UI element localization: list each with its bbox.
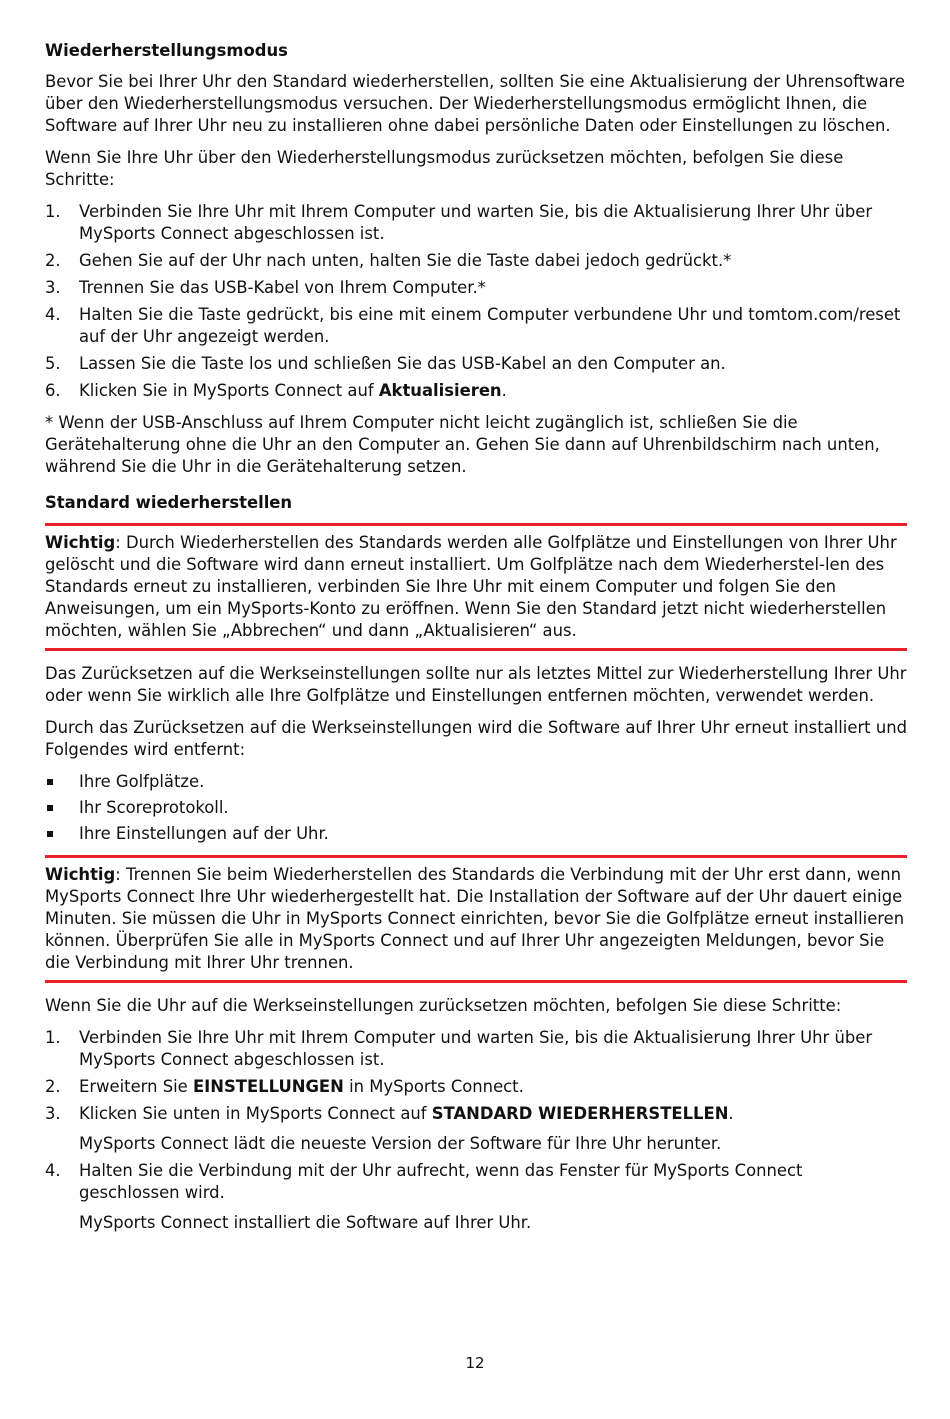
paragraph: Bevor Sie bei Ihrer Uhr den Standard wiederherstellen, sollten Sie eine Aktualisierung der Uhrensoftware über den Wiederherstellungsmodus versuchen. Der Wiederherstellungsmodus ermöglicht Ihnen, die Software auf Ihrer Uhr neu zu installieren ohne dabei persönliche Daten oder Einstellungen zu löschen. <box>45 72 905 135</box>
note-label: Wichtig <box>45 533 116 552</box>
list-item <box>45 201 907 245</box>
footnote: * Wenn der USB-Anschluss auf Ihrem Computer nicht leicht zugänglich ist, schließen Sie die Gerätehalterung ohne die Uhr an den Computer an. Gehen Sie dann auf Uhrenbildschirm nach unten, während Sie die Uhr in die Gerätehalterung setzen. <box>45 413 880 476</box>
step-text: Halten Sie die Taste gedrückt, bis eine mit einem Computer verbundene Uhr und tomtom.com/reset auf der Uhr angezeigt werden. <box>79 305 901 346</box>
step-number: 1. <box>45 1028 61 1047</box>
paragraph: Wenn Sie die Uhr auf die Werkseinstellungen zurücksetzen möchten, befolgen Sie diese Schritte: <box>45 996 842 1015</box>
step-number: 5. <box>45 354 61 373</box>
step-text: Lassen Sie die Taste los und schließen Sie das USB-Kabel an den Computer an. <box>79 354 726 373</box>
step-number: 4. <box>45 1161 61 1180</box>
list-item <box>45 277 907 299</box>
step-text: Verbinden Sie Ihre Uhr mit Ihrem Computer und warten Sie, bis die Aktualisierung Ihrer Uhr über MySports Connect abgeschlossen ist. <box>79 1028 873 1069</box>
list-item <box>45 1103 907 1155</box>
note-text <box>45 864 907 974</box>
step-bold-term: Aktualisieren <box>378 381 502 400</box>
step-number: 6. <box>45 381 61 400</box>
important-note <box>45 855 907 983</box>
paragraph: Durch das Zurücksetzen auf die Werkseinstellungen wird die Software auf Ihrer Uhr erneut installiert und Folgendes wird entfernt: <box>45 718 907 759</box>
step-number: 2. <box>45 1077 61 1096</box>
step-number: 3. <box>45 1104 61 1123</box>
bullet-text: Ihr Scoreprotokoll. <box>79 798 229 817</box>
list-item <box>45 353 907 375</box>
bullet-icon <box>47 779 53 785</box>
section-title-recovery-mode: Wiederherstellungsmodus <box>45 41 288 60</box>
step-text: Klicken Sie unten in MySports Connect auf <box>79 1104 432 1123</box>
bullet-icon <box>47 805 53 811</box>
list-item <box>45 250 907 272</box>
step-bold-term: STANDARD WIEDERHERSTELLEN <box>431 1104 729 1123</box>
list-item <box>45 1027 907 1071</box>
step-number: 3. <box>45 278 61 297</box>
step-number: 4. <box>45 305 61 324</box>
removed-items-list <box>45 771 907 845</box>
step-text: Verbinden Sie Ihre Uhr mit Ihrem Computer und warten Sie, bis die Aktualisierung Ihrer Uhr über MySports Connect abgeschlossen ist. <box>79 202 873 243</box>
list-item <box>45 380 907 402</box>
paragraph: Das Zurücksetzen auf die Werkseinstellungen sollte nur als letztes Mittel zur Wiederherstellung Ihrer Uhr oder wenn Sie wirklich alle Ihre Golfplätze und Einstellungen entfernen möchten, verwendet werden. <box>45 664 907 705</box>
bullet-icon <box>47 831 53 837</box>
step-text: in MySports Connect. <box>343 1077 524 1096</box>
step-text: Trennen Sie das USB-Kabel von Ihrem Computer.* <box>79 278 486 297</box>
note-body: : Trennen Sie beim Wiederherstellen des Standards die Verbindung mit der Uhr erst dann, wenn MySports Connect Ihre Uhr wiederhergestellt hat. Die Installation der Software auf der Uhr dauert einige Minuten. Sie müssen die Uhr in MySports Connect einrichten, bevor Sie die Golfplätze erneut installieren können. Überprüfen Sie alle in MySports Connect und auf Ihrer Uhr angezeigten Meldungen, bevor Sie die Verbindung mit Ihrer Uhr trennen. <box>45 865 905 972</box>
step-subtext: MySports Connect lädt die neueste Version der Software für Ihre Uhr herunter. <box>79 1134 722 1153</box>
step-text: . <box>728 1104 734 1123</box>
bullet-text: Ihre Einstellungen auf der Uhr. <box>79 824 329 843</box>
step-number: 1. <box>45 202 61 221</box>
step-text: Klicken Sie in MySports Connect auf <box>79 381 379 400</box>
step-text: Erweitern Sie <box>79 1077 193 1096</box>
list-item <box>45 1076 907 1098</box>
list-item <box>45 304 907 348</box>
section-title-factory-reset: Standard wiederherstellen <box>45 493 293 512</box>
list-item <box>45 771 907 793</box>
paragraph: Wenn Sie Ihre Uhr über den Wiederherstellungsmodus zurücksetzen möchten, befolgen Sie diese Schritte: <box>45 148 844 189</box>
step-text: Gehen Sie auf der Uhr nach unten, halten Sie die Taste dabei jedoch gedrückt.* <box>79 251 732 270</box>
step-subtext: MySports Connect installiert die Software auf Ihrer Uhr. <box>79 1213 532 1232</box>
page-number: 12 <box>465 1354 485 1372</box>
bullet-text: Ihre Golfplätze. <box>79 772 205 791</box>
step-text: . <box>501 381 507 400</box>
note-text <box>45 532 907 642</box>
page-content <box>45 40 907 1244</box>
step-number: 2. <box>45 251 61 270</box>
recovery-steps-list <box>45 201 907 402</box>
step-bold-term: EINSTELLUNGEN <box>192 1077 344 1096</box>
note-body: : Durch Wiederherstellen des Standards werden alle Golfplätze und Einstellungen von Ihrer Uhr gelöscht und die Software wird dann erneut installiert. Um Golfplätze nach dem Wiederherstel-len des Standards erneut zu installieren, verbinden Sie Ihre Uhr mit einem Computer und folgen Sie den Anweisungen, um ein MySports-Konto zu eröffnen. Wenn Sie den Standard jetzt nicht wiederherstellen möchten, wählen Sie „Abbrechen“ und dann „Aktualisieren“ aus. <box>45 533 897 640</box>
step-text: Halten Sie die Verbindung mit der Uhr aufrecht, wenn das Fenster für MySports Connect geschlossen wird. <box>79 1161 803 1202</box>
important-note <box>45 523 907 651</box>
list-item <box>45 823 907 845</box>
list-item <box>45 797 907 819</box>
list-item <box>45 1160 907 1234</box>
note-label: Wichtig <box>45 865 116 884</box>
factory-reset-steps-list <box>45 1027 907 1234</box>
